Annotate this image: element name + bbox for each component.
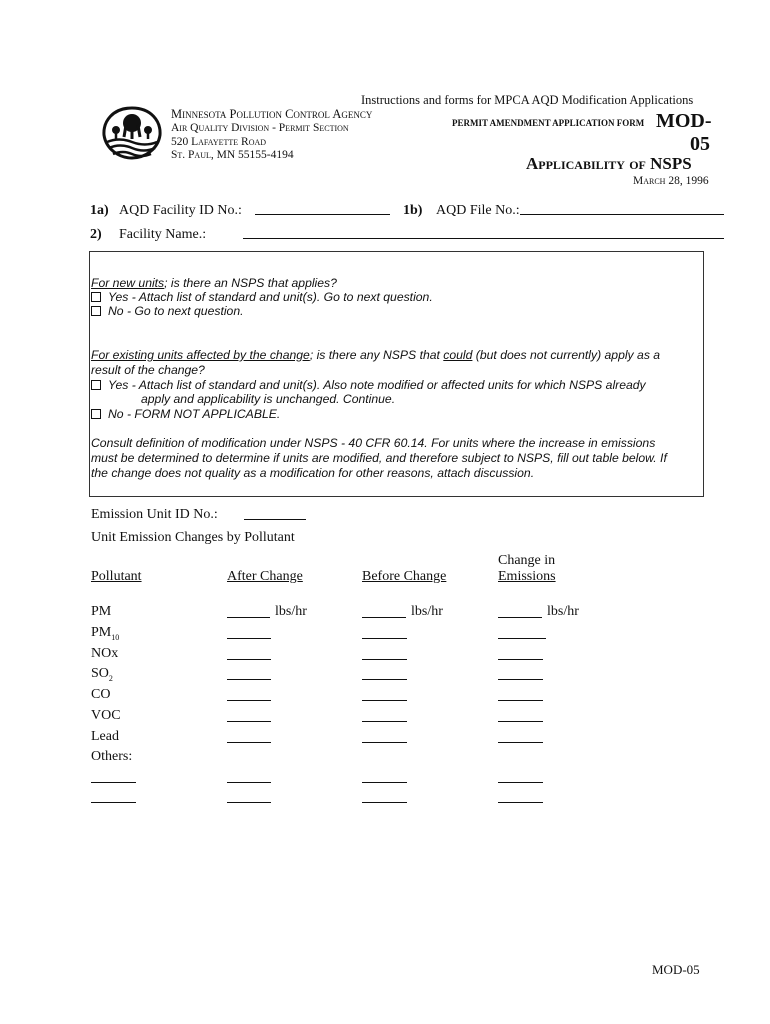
lead-change-field[interactable]: [498, 742, 543, 743]
col-change-line2: Emissions: [498, 569, 556, 584]
col-change-line1: Change in: [498, 553, 556, 568]
existing-units-text-2: (but does not currently) apply as a: [472, 348, 661, 362]
emission-section-title: Unit Emission Changes by Pollutant: [91, 530, 295, 545]
nox-change-field[interactable]: [498, 659, 543, 660]
existing-units-yes-continuation: apply and applicability is unchanged. Continue.: [141, 392, 396, 406]
existing-units-term: For existing units affected by the change: [91, 348, 310, 362]
voc-after-field[interactable]: [227, 721, 271, 722]
consult-note-line2: must be determined to determine if units are modified, and therefore subject to NSPS, fill out table below. If: [91, 451, 667, 465]
new-units-question: [91, 276, 337, 290]
pm-after-unit: lbs/hr: [275, 604, 307, 619]
voc-before-field[interactable]: [362, 721, 407, 722]
q1b-label: AQD File No.:: [436, 203, 520, 218]
form-title: Applicability of NSPS: [526, 154, 692, 173]
q2-number: 2): [90, 227, 102, 242]
footer-page-id: MOD-05: [652, 962, 700, 977]
pm10-before-field[interactable]: [362, 638, 407, 639]
checkbox[interactable]: [91, 380, 101, 390]
existing-units-no-label: No - FORM NOT APPLICABLE.: [108, 407, 281, 421]
pm10-change-field[interactable]: [498, 638, 546, 639]
so2-after-field[interactable]: [227, 679, 271, 680]
existing-units-text-1: ; is there any NSPS that: [309, 348, 444, 362]
form-type-label: PERMIT AMENDMENT APPLICATION FORM: [452, 118, 645, 128]
new-units-yes-label: Yes - Attach list of standard and unit(s). Go to next question.: [108, 290, 433, 304]
voc-change-field[interactable]: [498, 721, 543, 722]
existing-units-yes-label: Yes - Attach list of standard and unit(s). Also note modified or affected units for which NSPS already: [108, 378, 646, 392]
other1-change-field[interactable]: [498, 782, 543, 783]
q1a-number: 1a): [90, 203, 109, 218]
q2-label: Facility Name.:: [119, 227, 207, 242]
instructions-header: Instructions and forms for MPCA AQD Modification Applications: [361, 93, 694, 107]
mpca-logo: [99, 105, 165, 161]
other1-pollutant-field[interactable]: [91, 782, 136, 783]
pm-change-unit: lbs/hr: [547, 604, 579, 619]
col-before-change: Before Change: [362, 569, 447, 584]
co-after-field[interactable]: [227, 700, 271, 701]
file-no-field[interactable]: [520, 214, 724, 215]
nox-before-field[interactable]: [362, 659, 407, 660]
co-change-field[interactable]: [498, 700, 543, 701]
checkbox[interactable]: [91, 292, 101, 302]
so2-base: SO: [91, 666, 109, 681]
checkbox[interactable]: [91, 306, 101, 316]
emission-unit-id-label: Emission Unit ID No.:: [91, 507, 218, 522]
pollutant-pm10: [91, 625, 119, 642]
pollutant-voc: VOC: [91, 708, 121, 723]
so2-subscript: 2: [108, 673, 113, 683]
checkbox[interactable]: [91, 409, 101, 419]
other2-change-field[interactable]: [498, 802, 543, 803]
pollutant-pm: PM: [91, 604, 112, 619]
new-units-no-label: No - Go to next question.: [108, 304, 244, 318]
could-term: could: [443, 348, 473, 362]
pm10-base: PM: [91, 625, 112, 640]
agency-division: Air Quality Division - Permit Section: [171, 122, 349, 134]
existing-units-question: [91, 348, 660, 362]
pollutant-others: Others:: [91, 749, 133, 764]
so2-change-field[interactable]: [498, 679, 543, 680]
new-units-term: For new units: [91, 276, 165, 290]
col-after-change: After Change: [227, 569, 303, 584]
pm10-after-field[interactable]: [227, 638, 271, 639]
pollutant-so2: [91, 666, 113, 683]
existing-units-yes-option[interactable]: [91, 378, 646, 392]
facility-id-field[interactable]: [255, 214, 390, 215]
lead-before-field[interactable]: [362, 742, 407, 743]
form-date: March 28, 1996: [633, 175, 709, 187]
agency-city: St. Paul, MN 55155-4194: [171, 149, 294, 161]
q1b-number: 1b): [403, 203, 423, 218]
existing-units-no-option[interactable]: [91, 407, 280, 421]
facility-name-field[interactable]: [243, 238, 724, 239]
emission-unit-id-field[interactable]: [244, 519, 306, 520]
form-id-part1: MOD-: [656, 110, 712, 132]
agency-street: 520 Lafayette Road: [171, 136, 267, 148]
other2-after-field[interactable]: [227, 802, 271, 803]
consult-note-line3: the change does not quality as a modification for other reasons, attach discussion.: [91, 466, 535, 480]
existing-units-question-line2: result of the change?: [91, 363, 205, 377]
pm-change-field[interactable]: [498, 617, 542, 618]
pm10-subscript: 10: [111, 632, 120, 642]
new-units-no-option[interactable]: [91, 304, 244, 318]
nox-after-field[interactable]: [227, 659, 271, 660]
pm-before-field[interactable]: [362, 617, 406, 618]
lead-after-field[interactable]: [227, 742, 271, 743]
pm-before-unit: lbs/hr: [411, 604, 443, 619]
other2-before-field[interactable]: [362, 802, 407, 803]
col-pollutant: Pollutant: [91, 569, 142, 584]
consult-note-line1: Consult definition of modification under NSPS - 40 CFR 60.14. For units where the increase in emissions: [91, 436, 656, 450]
form-id-part2: 05: [690, 133, 710, 155]
pollutant-nox: NOx: [91, 646, 119, 661]
pollutant-co: CO: [91, 687, 111, 702]
q1a-label: AQD Facility ID No.:: [119, 203, 242, 218]
new-units-yes-option[interactable]: [91, 290, 433, 304]
agency-name: Minnesota Pollution Control Agency: [171, 107, 373, 121]
new-units-question-text: ; is there an NSPS that applies?: [164, 276, 337, 290]
co-before-field[interactable]: [362, 700, 407, 701]
other1-after-field[interactable]: [227, 782, 271, 783]
so2-before-field[interactable]: [362, 679, 407, 680]
pollutant-lead: Lead: [91, 729, 119, 744]
other2-pollutant-field[interactable]: [91, 802, 136, 803]
other1-before-field[interactable]: [362, 782, 407, 783]
pm-after-field[interactable]: [227, 617, 270, 618]
